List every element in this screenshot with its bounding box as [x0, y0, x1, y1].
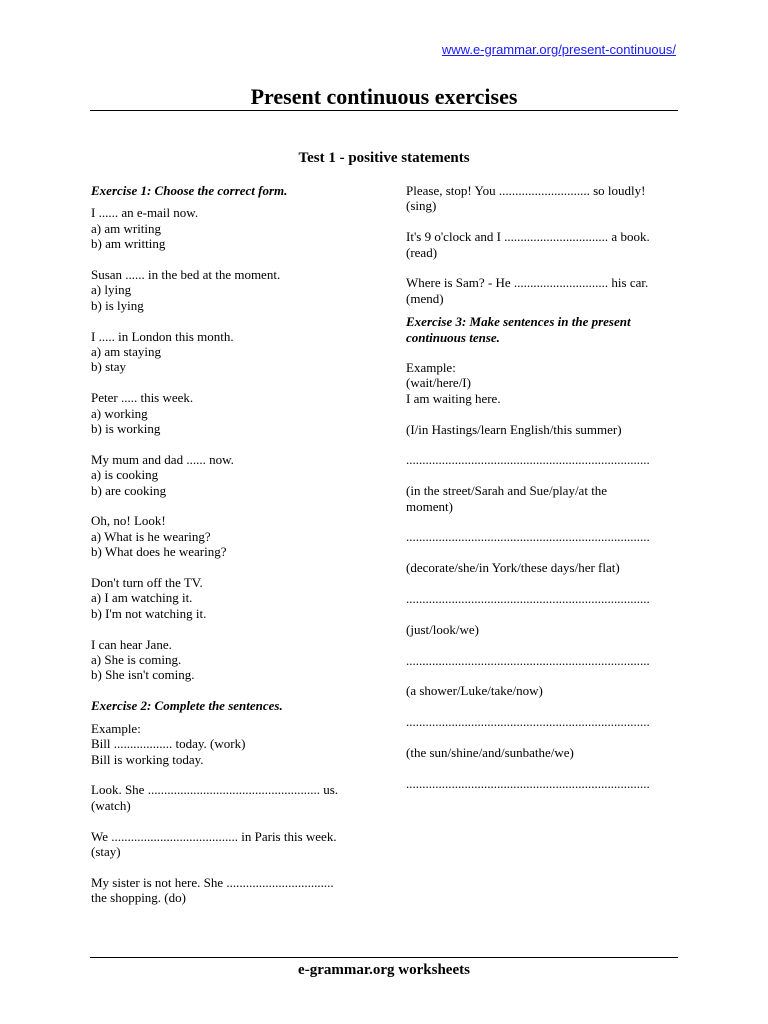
option-b: b) I'm not watching it.	[91, 605, 207, 621]
sentence-text: My sister is not here. She .................................	[91, 874, 334, 890]
question-text: I ...... an e-mail now.	[91, 205, 199, 221]
word-prompt: (the sun/shine/and/sunbathe/we)	[406, 745, 574, 761]
exercise3-item	[406, 683, 678, 729]
exercise3-heading	[406, 314, 678, 345]
source-link[interactable]: www.e-grammar.org/present-continuous/	[441, 42, 676, 57]
question-text: Peter ..... this week.	[91, 390, 194, 406]
option-a: a) She is coming.	[91, 652, 182, 668]
answer-line[interactable]: ...........................................................................	[406, 591, 650, 607]
option-b: b) What does he wearing?	[91, 544, 227, 560]
example-prompt: (wait/here/I)	[406, 375, 471, 391]
exercise3-example	[406, 360, 678, 406]
exercise1-heading: Exercise 1: Choose the correct form.	[91, 183, 288, 198]
prompt-spacer	[406, 637, 678, 652]
verb-hint: (read)	[406, 244, 438, 260]
right-column	[406, 183, 678, 807]
example-prompt: Bill .................. today. (work)	[91, 736, 246, 752]
exercise1-item	[91, 390, 371, 436]
prompt-spacer	[406, 761, 678, 776]
sentence-text: Please, stop! You ............................ so loudly!	[406, 183, 646, 198]
exercise3-item	[406, 745, 678, 791]
left-column	[91, 183, 371, 921]
page-title: Present continuous exercises	[250, 84, 518, 109]
exercise3-section	[406, 314, 678, 791]
exercise3-heading-line2: continuous tense.	[406, 329, 500, 345]
verb-hint: (watch)	[91, 797, 131, 813]
sentence-text: Where is Sam? - He ............................. his car.	[406, 275, 649, 291]
exercise2-heading: Exercise 2: Complete the sentences.	[91, 698, 283, 714]
exercise2-item	[406, 275, 678, 306]
option-a: a) is cooking	[91, 467, 159, 483]
exercise1-item	[91, 267, 371, 313]
test-subtitle: Test 1 - positive statements	[298, 150, 470, 166]
exercise2-item	[406, 229, 678, 260]
exercise1-item	[91, 513, 371, 559]
answer-line[interactable]: ...........................................................................	[406, 529, 650, 545]
example-label: Example:	[91, 720, 141, 736]
option-b: b) am writting	[91, 236, 166, 252]
exercise3-heading-line1: Exercise 3: Make sentences in the present	[406, 314, 631, 330]
word-prompt: (decorate/she/in York/these days/her flat)	[406, 560, 620, 576]
sentence-text: It's 9 o'clock and I ................................ a book.	[406, 229, 650, 245]
exercise2-item	[91, 829, 371, 860]
exercise2-section	[91, 698, 371, 905]
option-a: a) am writing	[91, 220, 162, 236]
option-b: b) stay	[91, 359, 127, 375]
question-text: Don't turn off the TV.	[91, 575, 203, 591]
exercise1-section	[91, 183, 371, 683]
exercise2-item	[91, 875, 371, 906]
word-prompt: (a shower/Luke/take/now)	[406, 683, 543, 699]
example-answer: I am waiting here.	[406, 390, 501, 406]
word-prompt-cont: moment)	[406, 498, 453, 514]
exercise1-item	[91, 205, 371, 251]
verb-hint: the shopping. (do)	[91, 890, 186, 906]
option-b: b) She isn't coming.	[91, 667, 195, 683]
prompt-spacer	[406, 699, 678, 714]
word-prompt: (in the street/Sarah and Sue/play/at the	[406, 483, 608, 499]
option-a: a) am staying	[91, 344, 162, 360]
verb-hint: (sing)	[406, 198, 437, 214]
prompt-spacer	[406, 514, 678, 529]
exercise3-item	[406, 560, 678, 606]
prompt-spacer	[406, 437, 678, 452]
option-a: a) lying	[91, 282, 132, 298]
exercise1-item	[91, 575, 371, 621]
option-a: a) I am watching it.	[91, 590, 193, 606]
question-text: Susan ...... in the bed at the moment.	[91, 267, 281, 283]
top-divider	[90, 110, 678, 111]
bottom-divider	[90, 957, 678, 958]
question-text: My mum and dad ...... now.	[91, 451, 234, 467]
question-text: I ..... in London this month.	[91, 328, 234, 344]
question-text: I can hear Jane.	[91, 636, 172, 652]
answer-line[interactable]: ...........................................................................	[406, 652, 650, 668]
word-prompt: (just/look/we)	[406, 621, 479, 637]
exercise2-example	[91, 721, 371, 767]
sentence-text: We ....................................... in Paris this week.	[91, 828, 337, 844]
answer-line[interactable]: ...........................................................................	[406, 714, 650, 730]
exercise2-item	[91, 782, 371, 813]
exercise3-item	[406, 483, 678, 545]
exercise1-item	[91, 452, 371, 498]
exercise3-item	[406, 422, 678, 468]
exercise3-item	[406, 622, 678, 668]
option-b: b) is lying	[91, 297, 144, 313]
prompt-spacer	[406, 576, 678, 591]
word-prompt: (I/in Hastings/learn English/this summer)	[406, 421, 622, 437]
sentence-text: Look. She ..................................................... us.	[91, 782, 338, 798]
question-text: Oh, no! Look!	[91, 513, 166, 529]
example-answer: Bill is working today.	[91, 751, 204, 767]
exercise2-item	[406, 183, 678, 214]
answer-line[interactable]: ...........................................................................	[406, 452, 650, 468]
option-b: b) are cooking	[91, 482, 167, 498]
option-b: b) is working	[91, 421, 161, 437]
exercise1-item	[91, 637, 371, 683]
option-a: a) What is he wearing?	[91, 528, 211, 544]
exercise1-item	[91, 329, 371, 375]
footer-text: e-grammar.org worksheets	[298, 962, 470, 978]
verb-hint: (stay)	[91, 843, 121, 859]
example-label: Example:	[406, 360, 456, 376]
option-a: a) working	[91, 405, 148, 421]
verb-hint: (mend)	[406, 290, 444, 306]
answer-line[interactable]: ...........................................................................	[406, 775, 650, 791]
